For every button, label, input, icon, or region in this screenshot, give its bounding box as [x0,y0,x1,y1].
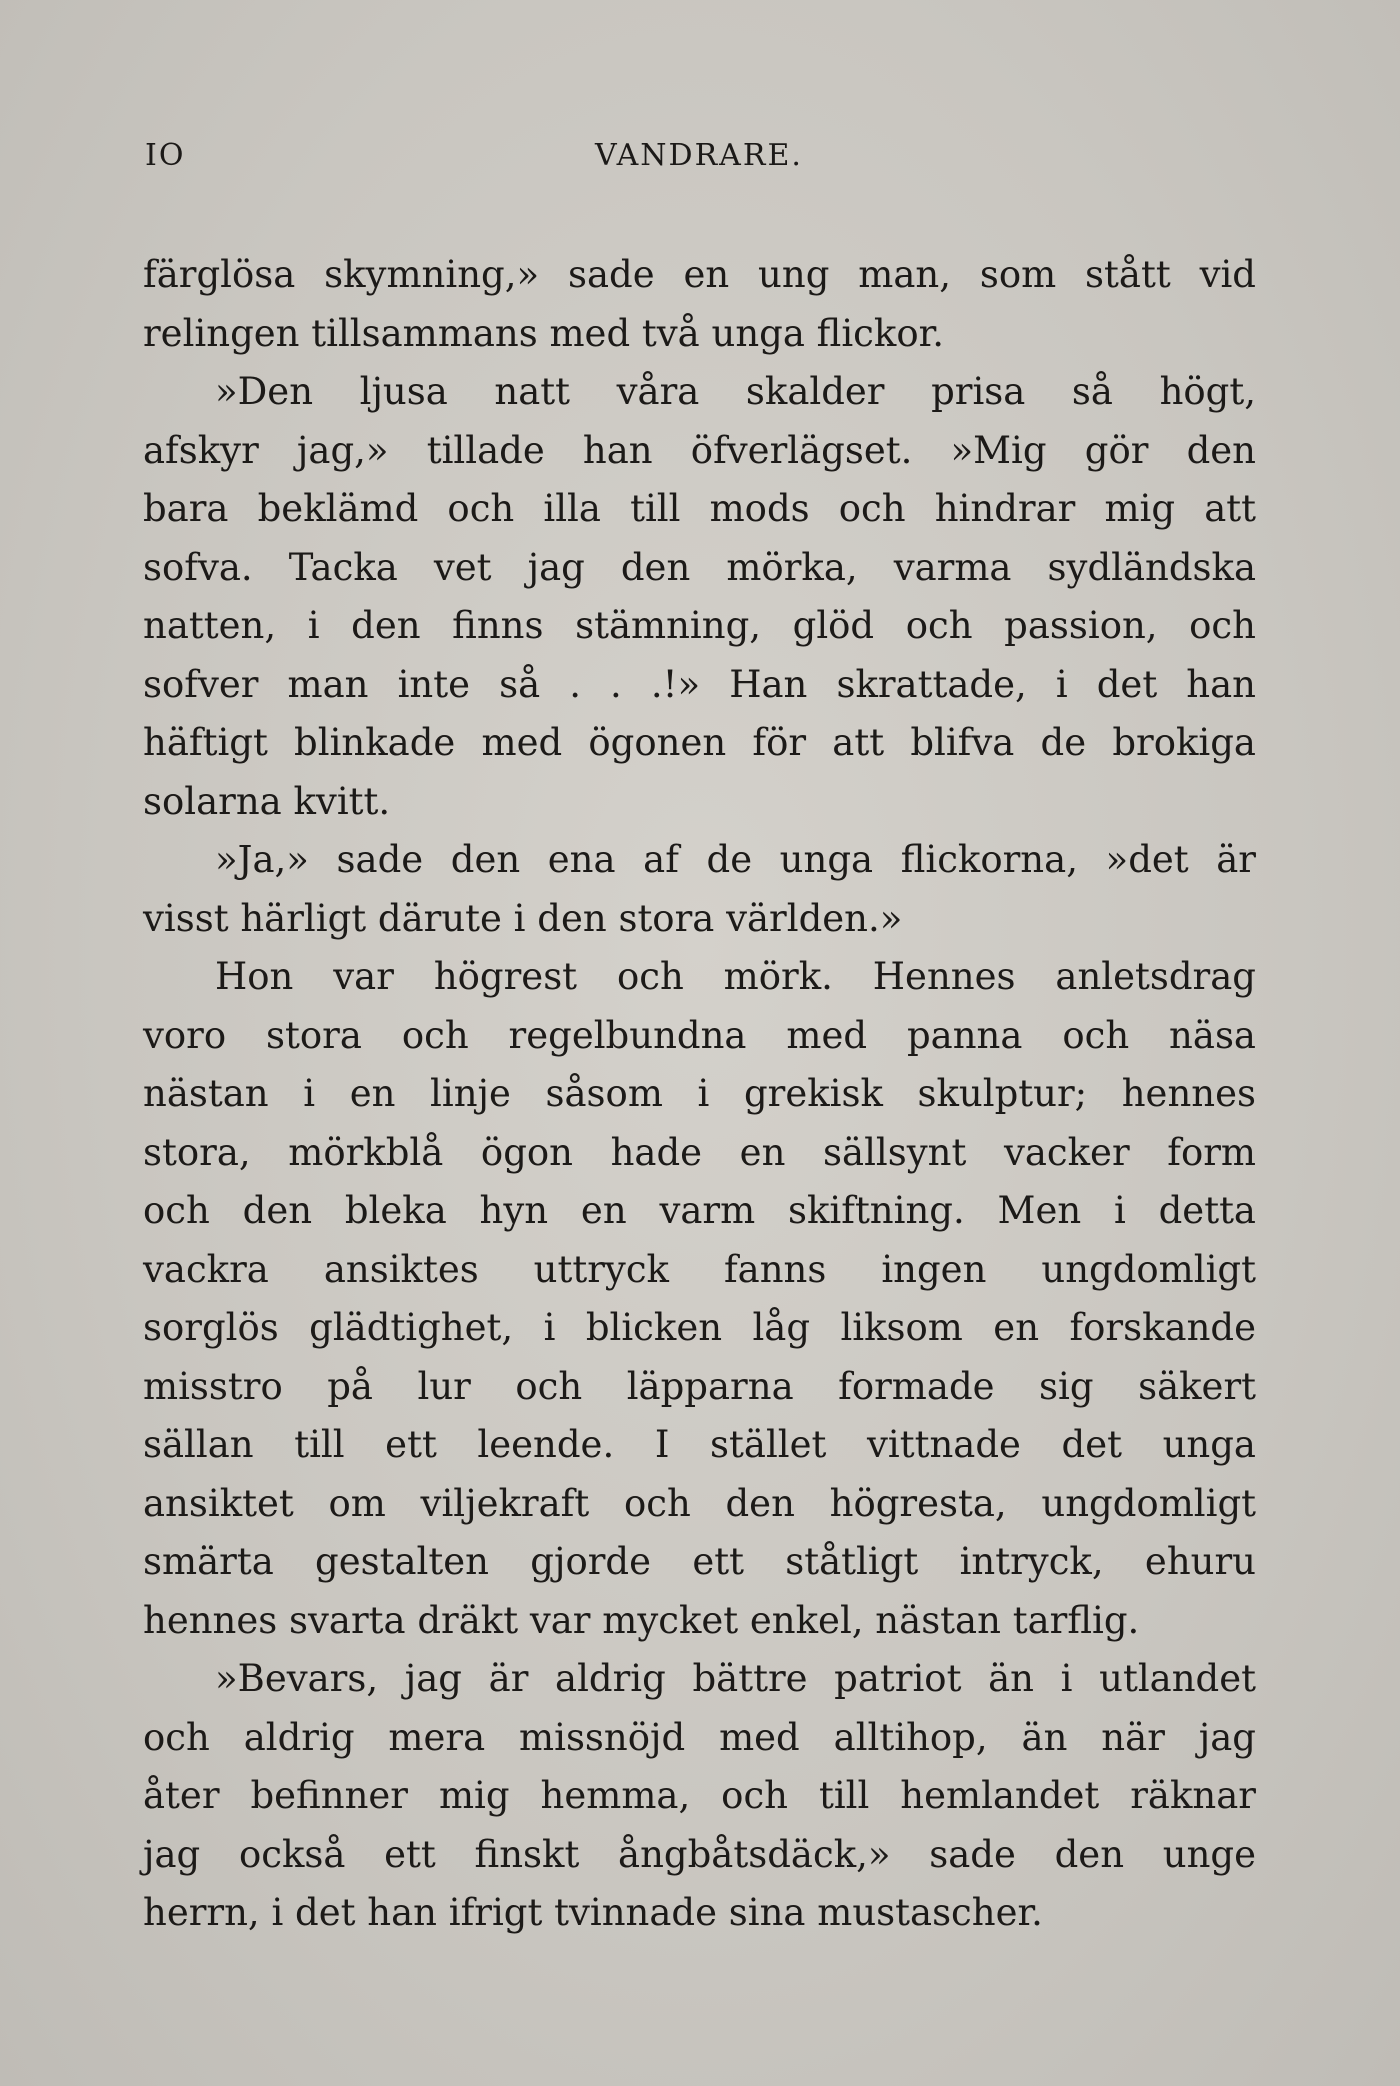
text-line: misstro på lur och läpparna formade sig säkert [143,1364,1256,1408]
text-line: bara beklämd och illa till mods och hindrar mig att [143,487,1256,530]
text-line: ansiktet om viljekraft och den högresta, ungdomligt [143,1481,1256,1525]
text-line: vackra ansiktes uttryck fanns ingen ungdomligt [143,1247,1256,1291]
text-line: sällan till ett leende. I stället vittnade det unga [143,1423,1256,1466]
text-line: stora, mörkblå ögon hade en sällsynt vacker form [143,1130,1256,1174]
text-line: »Bevars, jag är aldrig bättre patriot än i utlandet [215,1657,1256,1700]
text-line: relingen tillsammans med två unga flickor. [143,311,944,355]
text-line: visst härligt därute i den stora världen.» [143,896,903,940]
text-line: sofver man inte så . . .!» Han skrattade, i det han [143,662,1256,706]
text-line: afskyr jag,» tillade han öfverlägset. »Mig gör den [143,428,1256,472]
running-title: VANDRARE. [595,138,803,173]
text-line: åter befinner mig hemma, och till hemlandet räknar [143,1774,1256,1817]
text-line: hennes svarta dräkt var mycket enkel, nästan tarflig. [143,1598,1140,1642]
text-line: färglösa skymning,» sade en ung man, som stått vid [143,253,1256,296]
text-line: natten, i den finns stämning, glöd och passion, och [143,604,1256,647]
text-line: sorglös glädtighet, i blicken låg liksom en forskande [143,1306,1256,1349]
text-line: sofva. Tacka vet jag den mörka, varma sydländska [143,545,1256,589]
text-line: häftigt blinkade med ögonen för att blifva de brokiga [143,721,1256,764]
running-head [145,138,1255,182]
text-line: voro stora och regelbundna med panna och näsa [143,1013,1256,1057]
text-line: nästan i en linje såsom i grekisk skulptur; hennes [143,1072,1256,1115]
text-line: Hon var högrest och mörk. Hennes anletsdrag [215,955,1256,998]
text-line: smärta gestalten gjorde ett ståtligt intryck, ehuru [143,1540,1256,1583]
body-text [143,246,1256,1943]
text-line: herrn, i det han ifrigt tvinnade sina mustascher. [143,1891,1043,1934]
text-line: »Ja,» sade den ena af de unga flickorna, »det är [215,838,1256,881]
text-line: »Den ljusa natt våra skalder prisa så högt, [215,370,1256,413]
text-line: och aldrig mera missnöjd med alltihop, än när jag [143,1715,1256,1759]
text-line: och den bleka hyn en varm skiftning. Men i detta [143,1189,1256,1232]
page-number: IO [145,138,186,173]
text-line: jag också ett finskt ångbåtsdäck,» sade den unge [143,1832,1256,1876]
text-line: solarna kvitt. [143,779,391,823]
